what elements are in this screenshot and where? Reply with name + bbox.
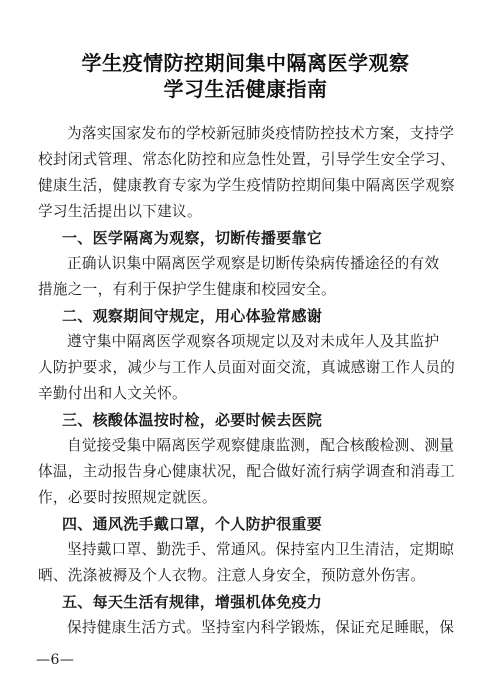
intro-line: 校封闭式管理、常态化防控和应急性处置，引导学生安全学习、 [38,151,456,168]
section-text-line: 自觉接受集中隔离医学观察健康监测，配合核酸检测、测量 [67,437,455,454]
section-text-line: 体温，主动报告身心健康状况，配合做好流行病学调查和消毒工 [38,463,456,480]
intro-line: 学习生活提出以下建议。 [38,203,202,220]
section-text-line: 晒、洗涤被褥及个人衣物。注意人身安全，预防意外伤害。 [38,567,426,584]
document-body [38,121,458,641]
intro-line: 为落实国家发布的学校新冠肺炎疫情防控技术方案，支持学 [67,125,455,142]
section-heading: 二、观察期间守规定，用心体验常感谢 [62,307,323,325]
section-heading: 四、通风洗手戴口罩，个人防护很重要 [62,515,323,533]
section-text-line: 保持健康生活方式。坚持室内科学锻炼，保证充足睡眠，保 [67,619,455,636]
document-title-line-2: 学习生活健康指南 [163,77,328,101]
section-text-line: 坚持戴口罩、勤洗手、常通风。保持室内卫生清洁，定期晾 [67,541,455,558]
section-text-line: 遵守集中隔离医学观察各项规定以及对未成年人及其监护 [67,333,440,350]
intro-line: 健康生活，健康教育专家为学生疫情防控期间集中隔离医学观察 [38,177,456,194]
document-title-line-1: 学生疫情防控期间集中隔离医学观察 [81,51,410,75]
section-text-line: 正确认识集中隔离医学观察是切断传染病传播途径的有效 [67,255,440,272]
section-heading: 一、医学隔离为观察，切断传播要靠它 [62,229,323,247]
section-text-line: 辛勤付出和人文关怀。 [38,385,187,402]
section-heading: 五、每天生活有规律，增强机体免疫力 [62,593,323,611]
section-text-line: 措施之一，有利于保护学生健康和校园安全。 [38,281,336,298]
section-text-line: 人防护要求，减少与工作人员面对面交流，真诚感谢工作人员的 [38,359,456,376]
section-text-line: 作，必要时按照规定就医。 [38,489,217,506]
page-number: —6— [36,652,75,668]
section-heading: 三、核酸体温按时检，必要时候去医院 [62,411,323,429]
